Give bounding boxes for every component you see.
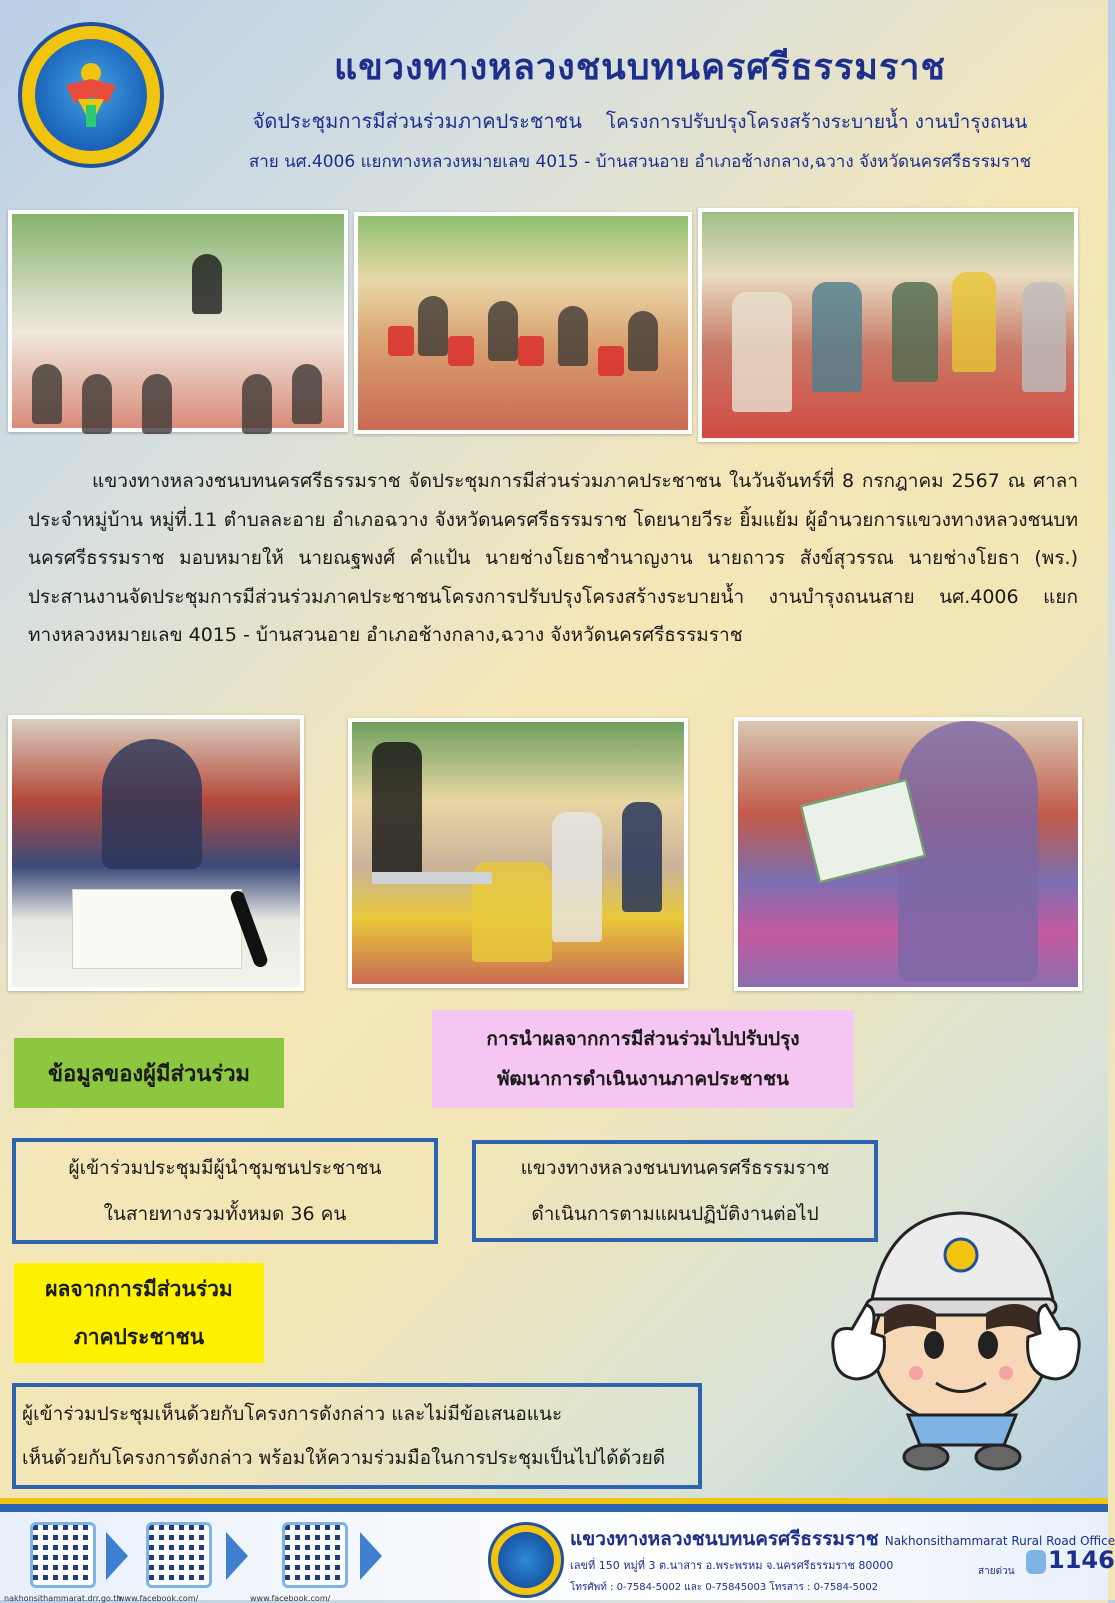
application-box [472, 1140, 878, 1242]
application-label [432, 1010, 854, 1108]
photo-official-signing [8, 715, 304, 991]
results-label-line-2: ภาคประชาชน [73, 1325, 205, 1349]
page-title: แขวงทางหลวงชนบทนครศรีธรรมราช [334, 47, 946, 88]
participants-box [12, 1138, 438, 1244]
subtitle-lead: จัดประชุมการมีส่วนร่วมภาคประชาชน [252, 109, 582, 133]
participants-line-1: ผู้เข้าร่วมประชุมมีผู้นำชุมชนประชาชน [68, 1157, 382, 1179]
application-line-1: แขวงทางหลวงชนบทนครศรีธรรมราช [520, 1157, 830, 1179]
report-paragraph [28, 462, 1078, 655]
qr-website-caption: nakhonsithammarat.drr.go.th [4, 1594, 122, 1603]
subtitle-project: โครงการปรับปรุงโครงสร้างระบายน้ำ งานบำรุงถนน [605, 111, 1028, 133]
hotline-label: สายด่วน [978, 1566, 1015, 1577]
qr-facebook-2[interactable] [282, 1522, 348, 1588]
results-label [14, 1263, 264, 1363]
photo-registration-table [348, 718, 688, 988]
garuda-emblem-icon [56, 55, 126, 135]
footer-title-en: Nakhonsithammarat Rural Road Office [884, 1534, 1115, 1548]
results-line-1: ผู้เข้าร่วมประชุมเห็นด้วยกับโครงการดังกล่าว และไม่มีข้อเสนอแนะ [22, 1403, 563, 1425]
footer [0, 1498, 1115, 1603]
participants-line-2: ในสายทางรวมทั้งหมด 36 คน [103, 1203, 347, 1225]
qr-facebook-1-caption: www.facebook.com/ [118, 1594, 199, 1603]
qr-facebook-2-caption: www.facebook.com/ [250, 1594, 331, 1603]
chevron-right-icon [226, 1532, 248, 1580]
qr-code-icon [30, 1522, 96, 1588]
page-subtitle [180, 105, 1100, 137]
phone-icon [1026, 1550, 1046, 1574]
application-line-2: ดำเนินการตามแผนปฏิบัติงานต่อไป [531, 1203, 819, 1225]
footer-stripe [0, 1504, 1108, 1512]
footer-address: เลขที่ 150 หมู่ที่ 3 ต.นาสาร อ.พระพรหม จ.นครศรีธรรมราช 80000 [570, 1559, 894, 1572]
route-description: สาย นศ.4006 แยกทางหลวงหมายเลข 4015 - บ้านสวนอาย อำเภอช้างกลาง,ฉวาง จังหวัดนครศรีธรรมราช [248, 152, 1032, 172]
participants-label: ข้อมูลของผู้มีส่วนร่วม [14, 1038, 284, 1108]
results-line-2: เห็นด้วยกับโครงการดังกล่าว พร้อมให้ความร่วมมือในการประชุมเป็นไปได้ด้วยดี [22, 1447, 666, 1469]
photo-audience-seated [698, 208, 1078, 442]
footer-phones: โทรศัพท์ : 0-7584-5002 และ 0-75845003 โทรสาร : 0-7584-5002 [570, 1582, 879, 1593]
qr-facebook-1[interactable] [146, 1522, 212, 1588]
qr-code-icon [282, 1522, 348, 1588]
photo-meeting-presentation [8, 210, 348, 432]
results-label-line-1: ผลจากการมีส่วนร่วม [45, 1277, 233, 1301]
results-box [12, 1383, 702, 1489]
hotline-number[interactable]: 1146 [1048, 1546, 1115, 1574]
application-label-line-1: การนำผลจากการมีส่วนร่วมไปปรับปรุง [486, 1028, 800, 1050]
photo-participant-reading-brochure [734, 717, 1082, 991]
photo-audience-raising-hands [354, 212, 692, 434]
mascot-thumbs-up-icon [826, 1195, 1086, 1473]
application-label-line-2: พัฒนาการดำเนินงานภาคประชาชน [497, 1068, 789, 1090]
department-logo [18, 22, 164, 168]
footer-logo [488, 1522, 564, 1598]
chevron-right-icon [106, 1532, 128, 1580]
qr-code-icon [146, 1522, 212, 1588]
chevron-right-icon [360, 1532, 382, 1580]
qr-website[interactable] [30, 1522, 96, 1588]
report-paragraph-text: แขวงทางหลวงชนบทนครศรีธรรมราช จัดประชุมการมีส่วนร่วมภาคประชาชน ในวันจันทร์ที่ 8 กรกฎาคม 2567 ณ ศาลาประจำหมู่บ้าน หมู่ที่.11 ตำบลละอาย อำเภอฉวาง จังหวัดนครศรีธรรมราช โดยนายวีระ ยิ้มแย้ม ผู้อำนวยการแขวงทางหลวงชนบทนครศรีธรรมราช มอบหมายให้ นายณฐพงศ์ คำแป้น นายช่างโยธาชำนาญงาน นายถาวร สังข์สุวรรณ นายช่างโยธา (พร.) ประสานงานจัดประชุมการมีส่วนร่วมภาคประชาชนโครงการปรับปรุงโครงสร้างระบายน้ำ งานบำรุงถนนสาย นศ.4006 แยกทางหลวงหมายเลข 4015 - บ้านสวนอาย อำเภอช้างกลาง,ฉวาง จังหวัดนครศรีธรรมราช [28, 470, 1078, 646]
footer-title-th: แขวงทางหลวงชนบทนครศรีธรรมราช [570, 1528, 879, 1550]
